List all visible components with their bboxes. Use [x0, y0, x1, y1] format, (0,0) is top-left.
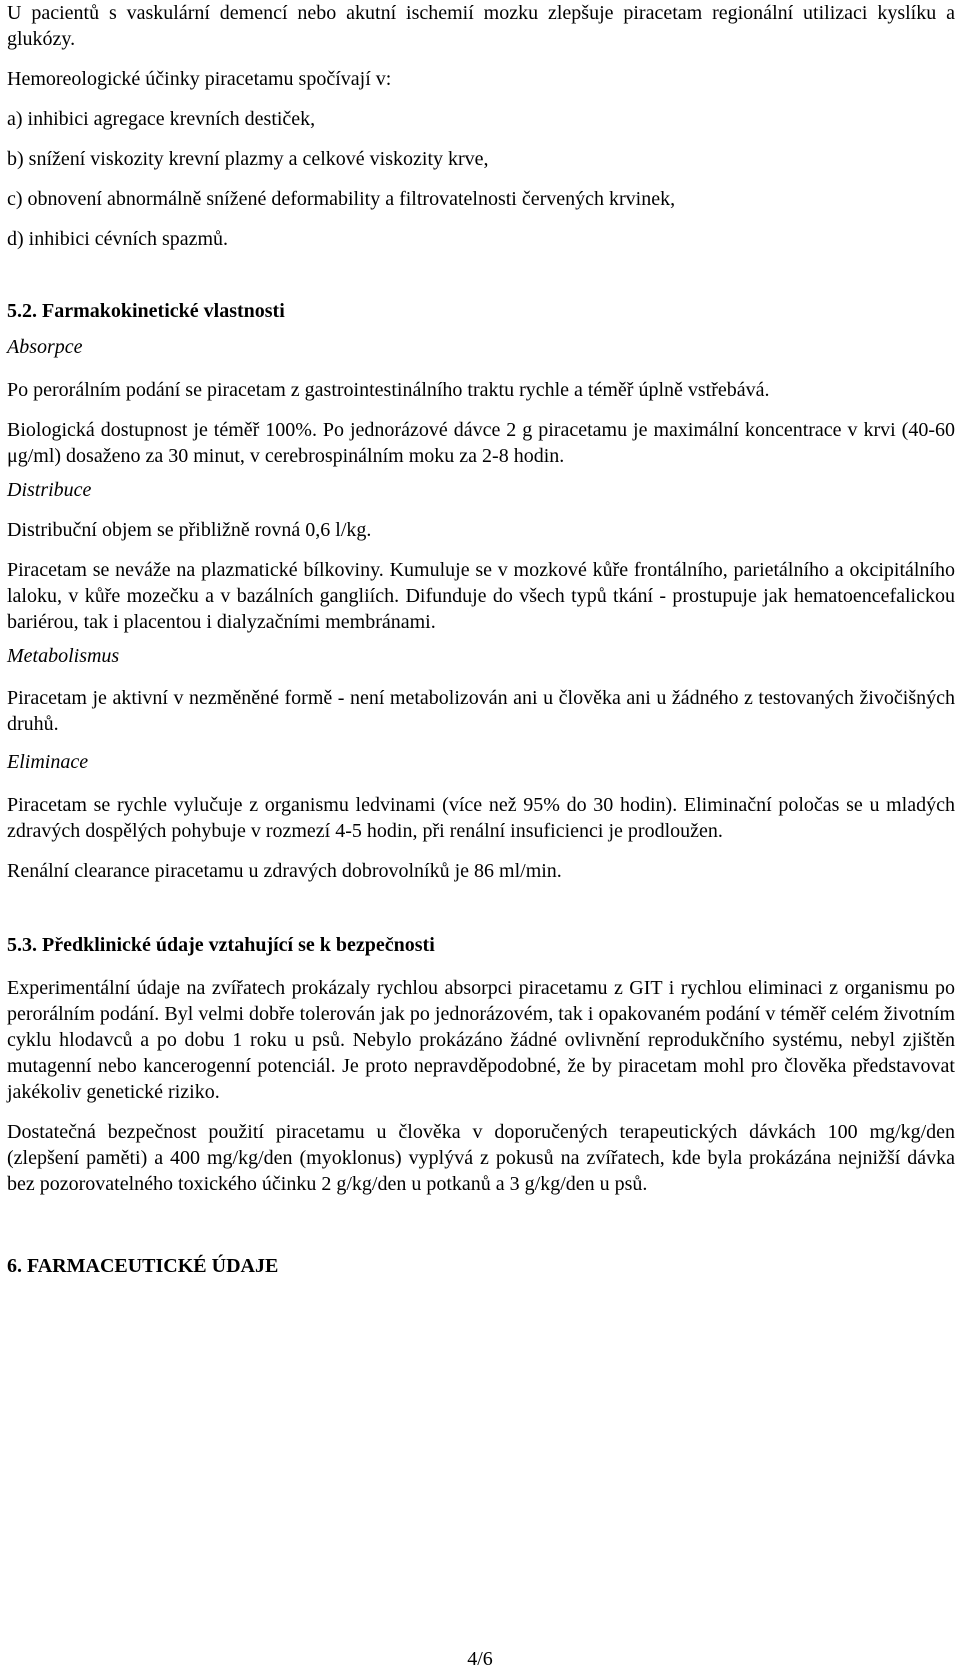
list-item-a: a) inhibici agregace krevních destiček,: [7, 108, 316, 130]
absorpce-paragraph-2: Biologická dostupnost je téměř 100%. Po jednorázové dávce 2 g piracetamu je maximální koncentrace v krvi (40-60 μg/ml) dosaženo za 30 minut, v cerebrospinálním moku za 2-8 hodin.: [7, 419, 955, 467]
section-heading-5-2: 5.2. Farmakokinetické vlastnosti: [7, 300, 285, 322]
page-number: 4/6: [467, 1648, 493, 1670]
list-item-d: d) inhibici cévních spazmů.: [7, 228, 229, 250]
preclinical-paragraph-2: Dostatečná bezpečnost použití piracetamu u člověka v doporučených terapeutických dávkách 100 mg/kg/den (zlepšení paměti) a 400 mg/kg/den (myoklonus) vyplývá z pokusů na zvířatech, kde byla prokázána nejnižší dávka bez pozorovatelného toxického účinku 2 g/kg/den u potkanů a 3 g/kg/den u psů.: [7, 1121, 955, 1195]
subheading-eliminace: Eliminace: [7, 751, 89, 773]
preclinical-paragraph-1: Experimentální údaje na zvířatech prokázaly rychlou absorpci piracetamu z GIT i rychlou eliminaci z organismu po perorálním podání. Byl velmi dobře tolerován jak po jednorázovém, tak i opakovaném podání v téměř celém životním cyklu hlodavců a po dobu 1 roku u psů. Nebylo prokázáno žádné ovlivnění reprodukčního systému, nebyl zjištěn mutagenní nebo kancerogenní potenciál. Je proto nepravděpodobné, že by piracetam mohl pro člověka představovat jakékoliv genetické riziko.: [7, 977, 955, 1103]
eliminace-paragraph-2: Renální clearance piracetamu u zdravých dobrovolníků je 86 ml/min.: [7, 860, 562, 882]
subheading-distribuce: Distribuce: [7, 479, 92, 501]
absorpce-paragraph-1: Po perorálním podání se piracetam z gastrointestinálního traktu rychle a téměř úplně vstřebává.: [7, 379, 770, 401]
list-item-c: c) obnovení abnormálně snížené deformability a filtrovatelnosti červených krvinek,: [7, 188, 676, 210]
metabolismus-paragraph: Piracetam je aktivní v nezměněné formě - není metabolizován ani u člověka ani u žádného z testovaných živočišných druhů.: [7, 687, 955, 735]
list-item-b: b) snížení viskozity krevní plazmy a celkové viskozity krve,: [7, 148, 489, 170]
section-heading-5-3: 5.3. Předklinické údaje vztahující se k bezpečnosti: [7, 934, 435, 956]
subheading-absorpce: Absorpce: [7, 336, 83, 358]
document-content: [7, 0, 955, 1279]
eliminace-paragraph-1: Piracetam se rychle vylučuje z organismu ledvinami (více než 95% do 30 hodin). Eliminační poločas se u mladých zdravých dospělých pohybuje v rozmezí 4-5 hodin, při renální insuficienci je prodloužen.: [7, 794, 955, 842]
distribuce-paragraph-1: Distribuční objem se přibližně rovná 0,6 l/kg.: [7, 519, 372, 541]
section-heading-6: 6. FARMACEUTICKÉ ÚDAJE: [7, 1255, 279, 1277]
intro-paragraph: U pacientů s vaskulární demencí nebo akutní ischemií mozku zlepšuje piracetam regionální utilizaci kyslíku a glukózy.: [7, 2, 955, 50]
hemoreology-intro: Hemoreologické účinky piracetamu spočívají v:: [7, 68, 392, 90]
subheading-metabolismus: Metabolismus: [7, 645, 120, 667]
distribuce-paragraph-2: Piracetam se neváže na plazmatické bílkoviny. Kumuluje se v mozkové kůře frontálního, parietálního a okcipitálního laloku, v kůře mozečku a v bazálních gangliích. Difunduje do všech typů tkání - prostupuje jak hematoencefalickou bariérou, tak i placentou i dialyzačními membránami.: [7, 559, 955, 633]
